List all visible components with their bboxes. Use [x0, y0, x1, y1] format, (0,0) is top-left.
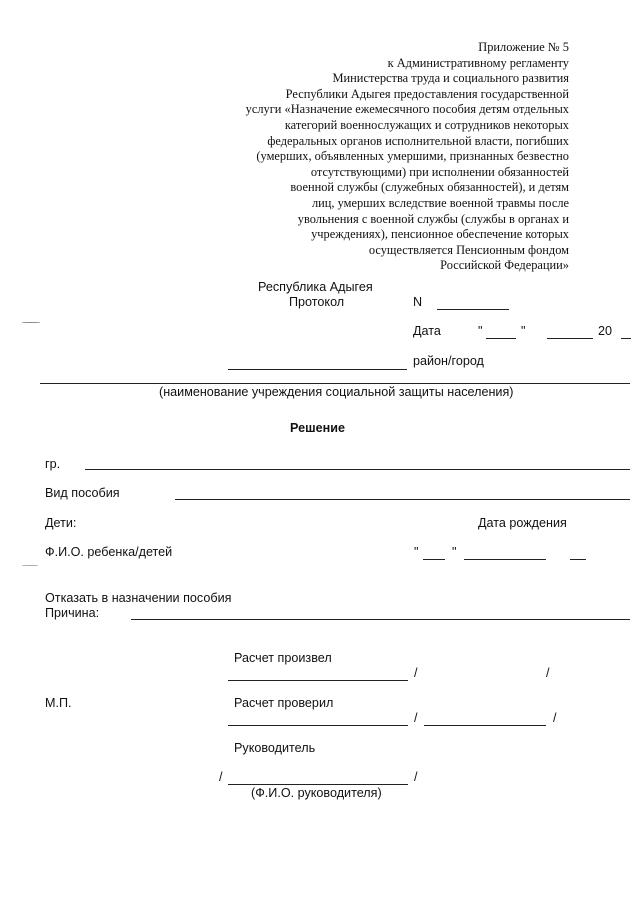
head-caption: (Ф.И.О. руководителя) — [251, 786, 382, 800]
appendix-line: (умерших, объявленных умершими, признанных безвестно — [256, 149, 569, 164]
children-label: Дети: — [45, 516, 77, 530]
birth-date-label: Дата рождения — [478, 516, 567, 530]
scan-mark — [22, 322, 40, 323]
date-label: Дата — [413, 324, 441, 338]
calculated-by-signature-field[interactable] — [228, 680, 408, 681]
head-label: Руководитель — [234, 741, 316, 755]
appendix-line: Министерства труда и социального развития — [332, 71, 569, 86]
reason-label: Причина: — [45, 606, 100, 620]
appendix-line: категорий военнослужащих и сотрудников некоторых — [284, 117, 569, 132]
head-signature-field[interactable] — [228, 784, 408, 785]
date-day-field[interactable] — [486, 338, 516, 339]
appendix-line: к Административному регламенту — [387, 55, 569, 70]
birth-quote-open: " — [414, 545, 419, 559]
reason-field[interactable] — [131, 619, 630, 620]
date-quote-close: " — [521, 324, 526, 338]
checked-by-name-field[interactable] — [424, 725, 546, 726]
appendix-line: отсутствующими) при исполнении обязанностей — [310, 164, 569, 179]
calculated-by-label: Расчет произвел — [234, 651, 332, 665]
birth-quote-close: " — [452, 545, 457, 559]
head-slash-1: / — [219, 770, 223, 784]
appendix-line: услуги «Назначение ежемесячного пособия детям отдельных — [245, 102, 569, 117]
child-name-label: Ф.И.О. ребенка/детей — [45, 545, 173, 559]
date-quote-open: " — [478, 324, 483, 338]
date-year-prefix: 20 — [598, 324, 613, 338]
appendix-line: учреждениях), пенсионное обеспечение которых — [311, 227, 569, 242]
checked-by-slash-1: / — [414, 711, 418, 725]
refuse-label: Отказать в назначении пособия — [45, 591, 232, 605]
calculated-by-slash-2: / — [546, 666, 550, 680]
institution-caption: (наименование учреждения социальной защиты населения) — [159, 385, 514, 399]
protocol-number-label: N — [413, 295, 423, 309]
protocol-number-field[interactable] — [437, 309, 509, 310]
appendix-line: федеральных органов исполнительной власти, погибших — [267, 133, 569, 148]
checked-by-label: Расчет проверил — [234, 696, 334, 710]
birth-month-field[interactable] — [464, 559, 546, 560]
checked-by-slash-2: / — [553, 711, 557, 725]
citizen-name-field[interactable] — [85, 469, 630, 470]
appendix-block — [246, 40, 569, 274]
institution-field[interactable] — [40, 383, 630, 384]
republic-label: Республика Адыгея — [258, 280, 373, 294]
benefit-type-label: Вид пособия — [45, 486, 120, 500]
appendix-line: осуществляется Пенсионным фондом — [368, 242, 569, 257]
protocol-label: Протокол — [289, 295, 345, 309]
date-month-field[interactable] — [547, 338, 593, 339]
appendix-line: Приложение № 5 — [478, 40, 569, 54]
appendix-line: Российской Федерации» — [440, 258, 569, 273]
stamp-label: М.П. — [45, 696, 72, 710]
birth-year-field[interactable] — [570, 559, 586, 560]
birth-day-field[interactable] — [423, 559, 445, 560]
appendix-line: увольнения с военной службы (службы в органах и — [297, 211, 569, 226]
benefit-type-field[interactable] — [175, 499, 630, 500]
citizen-label: гр. — [45, 457, 61, 471]
scan-mark — [22, 565, 38, 566]
appendix-line: лиц, умерших вследствие военной травмы после — [311, 195, 569, 210]
head-slash-2: / — [414, 770, 418, 784]
appendix-line: военной службы (служебных обязанностей), и детям — [290, 180, 569, 195]
decision-title: Решение — [290, 421, 345, 435]
checked-by-signature-field[interactable] — [228, 725, 408, 726]
district-label: район/город — [413, 354, 484, 368]
calculated-by-slash-1: / — [414, 666, 418, 680]
date-year-field[interactable] — [621, 338, 631, 339]
appendix-line: Республики Адыгея предоставления государственной — [285, 86, 569, 101]
district-field[interactable] — [228, 369, 407, 370]
